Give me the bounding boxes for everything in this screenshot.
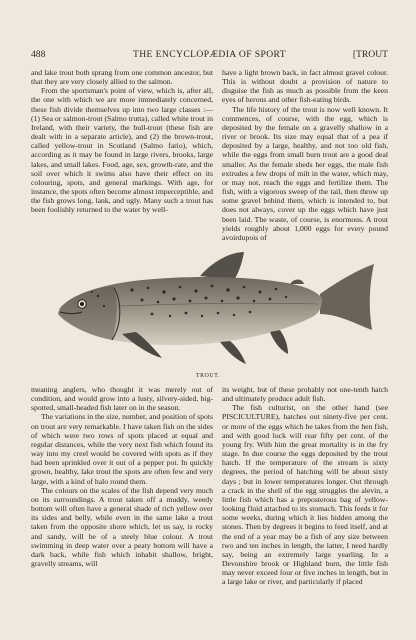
page-number: 488 [31, 49, 46, 60]
paragraph: The fish culturist, on the other hand (see PISCICULTURE), hatches out ninety-five per cent. or more of the eggs which he takes from the hen fish, and with good luck will rear fifty per cent. of the young fry. With him the great mortality is in the fry stage. In due course the eggs deposited by the trout hatch. If the temperature of the stream is sixty degrees, the period of hatching will be about sixty days ; but in lower temperatures longer. Out through a crack in the shell of the egg struggles the alevin, a little fish which has a preposterous bag of yellow-looking fluid attached to its stomach. This feeds it for some weeks, during which it lies hidden among the stones. Then by degrees it begins to feed itself, and at the end of a year may be a fish of any size between two and ten inches in length, the latter, I need hardly say, being an extremely large yearling. In a Devonshire brook or Highland burn, the little fish may never exceed four or five inches in length, but in a large lake or river, and particularly if placed [222, 403, 388, 587]
paragraph: The colours on the scales of the fish depend very much on its surroundings. A trout taken off a muddy, weedy bottom will often have a general shade of rich yellow over its sides and belly, while even in the same lake a trout taken from the opposite shore which, let us say, is rocky and sandy, will be of a steely blue colour. A trout swimming in deep water over a peaty bottom will have a dark back, while fish which inhabit shallow, bright, gravelly streams, will [31, 485, 213, 568]
paragraph: From the sportsman's point of view, which is, after all, the one with which we are more immediately concerned, these fish divide themselves up into two large classes :—(1) Sea or salmon-trout (Salmo trutta), called white trout in Ireland, with their variety, the bull-trout (these fish are dealt with in a separate article), and (2) the brown-trout, called yellow-trout in Scotland (Salmo fario), which, according as it may be found in large rivers, brooks, large lakes, and small lakes. Food, age, sex, growth-rate, and the soil over which it swims also have their effect on its colouring, spots, and general markings. With age, for instance, the spots often become almost imperceptible, and the fish grows long, lank, and ugly. Many such a trout has been foolishly returned to the water by well- [31, 86, 213, 215]
paragraph: meaning anglers, who thought it was merely out of condition, and would grow into a lusty, silvery-sided, big-spotted, small-headed fish later on in the season. [31, 385, 213, 413]
paragraph: and lake trout both sprang from one common ancestor, but that they are very closely allied to the salmon. [31, 68, 213, 87]
column-right-top [222, 68, 388, 242]
paragraph: its weight, but of these probably not one-tenth hatch and ultimately produce adult fish. [222, 385, 388, 404]
paragraph: The life history of the trout is now well known. It commences, of course, with the egg, which is deposited by the female on a gravelly shallow in a river or brook. Its size may equal that of a pea if deposited by a large, healthy, and not too old fish, while the eggs from small burn trout are a good deal smaller. As the female sheds her eggs, the male fish extrudes a few drops of milt in the water, which may, or may not, reach the eggs and fertilize them. The fish, with a vigorous sweep of the tail, then throw up some gravel behind them, which is intended to, but does not always, cover up the eggs which have just been laid. The waste, of course, is enormous. A trout yields roughly about 1,000 eggs for every pound avoirdupois of [222, 104, 388, 242]
column-left-bottom [31, 385, 213, 568]
section-label: [TROUT [352, 49, 388, 60]
running-header [31, 49, 388, 61]
paragraph: have a light brown back, in fact almost gravel colour. This is without doubt a provision of nature to disguise the fish as much as possible from the keen eyes of herons and other fish-eating birds. [222, 68, 388, 105]
paragraph: The variations in the size, number, and position of spots on trout are very remarkable. I have taken fish on the sides of which were two rows of spots placed at equal and regular distances, while the very next fish which found its way into my creel would be covered with spots as if they had been sprinkled over it out of a pepper pot. In quickly grown, healthy, lake trout the spots are often few and very large, with a kind of halo round them. [31, 412, 213, 486]
trout-illustration [52, 242, 382, 378]
figure-caption: TROUT. [196, 373, 220, 379]
column-left-top [31, 68, 213, 215]
running-title: THE ENCYCLOPÆDIA OF SPORT [132, 49, 287, 60]
column-right-bottom [222, 385, 388, 586]
